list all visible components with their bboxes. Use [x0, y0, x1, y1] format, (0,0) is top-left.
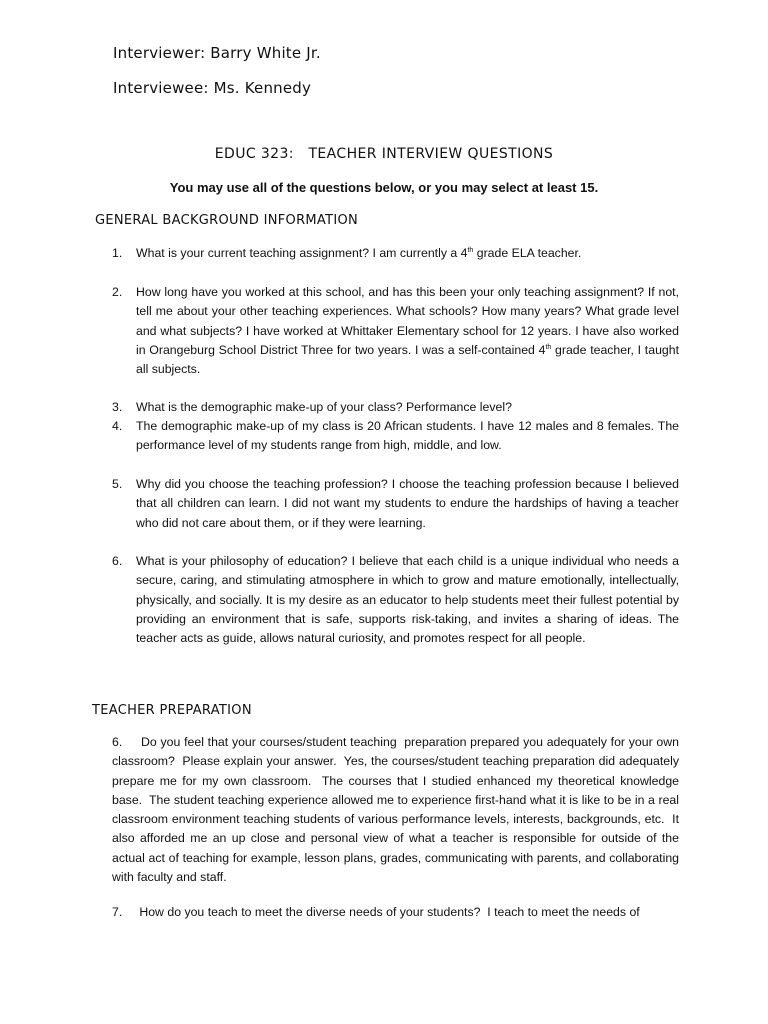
prep-question-6: 6. Do you feel that your courses/student teaching preparation prepared you adequately for your own classroom? Please explain your answer. Yes, the courses/student teaching preparation did adequately prepare me for my own classroom. The courses that I studied enhanced my theoretical knowledge base. The student teaching experience allowed me to experience first-hand what it is like to be in a real classroom environment teaching students of various performance levels, interests, backgrounds, etc. It also afforded me an up close and personal view of what a teacher is responsible for outside of the actual act of teaching for example, lesson plans, grades, communicating with parents, and collaborating with faculty and staff.	[112, 735, 683, 885]
question-number: 6.	[112, 554, 123, 568]
interviewee-line: Interviewee: Ms. Kennedy	[113, 79, 312, 97]
question-text: Why did you choose the teaching profession? I choose the teaching profession because I believed that all children can learn. I did not want my students to endure the hardships of having a teacher who did not care about them, or if they were learning.	[136, 477, 679, 530]
prep-question-7: 7. How do you teach to meet the diverse needs of your students? I teach to meet the needs of	[112, 905, 640, 919]
question-text: What is the demographic make-up of your class? Performance level?	[136, 400, 512, 414]
question-text: The demographic make-up of my class is 20 African students. I have 12 males and 8 females. The performance level of my students range from high, middle, and low.	[136, 419, 679, 453]
section-heading-general: GENERAL BACKGROUND INFORMATION	[95, 213, 359, 228]
question-5	[112, 475, 679, 533]
question-number: 4.	[112, 419, 123, 433]
question-number: 5.	[112, 477, 123, 491]
interviewer-line: Interviewer: Barry White Jr.	[113, 44, 321, 62]
question-text: How long have you worked at this school, and has this been your only teaching assignment? If not, tell me about your other teaching experiences. What schools? How many years? What grade level and what subjects? I have worked at Whittaker Elementary school for 12 years. I have also worked in Orangeburg School District Three for two years. I was a self-contained 4th grade teacher, I taught all subjects.	[136, 285, 679, 377]
question-number: 3.	[112, 400, 123, 414]
question-number: 2.	[112, 285, 123, 299]
question-text: What is your current teaching assignment? I am currently a 4th grade ELA teacher.	[136, 246, 582, 260]
document-title: EDUC 323: TEACHER INTERVIEW QUESTIONS	[214, 146, 554, 162]
question-4	[112, 417, 679, 456]
section-heading-preparation: TEACHER PREPARATION	[92, 703, 252, 718]
question-text: What is your philosophy of education? I believe that each child is a unique individual who needs a secure, caring, and stimulating atmosphere in which to grow and mature emotionally, intellectually, physically, and socially. It is my desire as an educator to help students meet their fullest potential by providing an environment that is safe, supports risk-taking, and invites a sharing of ideas. The teacher acts as guide, allows natural curiosity, and promotes respect for all people.	[136, 554, 679, 646]
question-1	[112, 244, 679, 263]
question-2	[112, 283, 679, 379]
question-6	[112, 552, 679, 648]
question-number: 1.	[112, 246, 123, 260]
question-3	[112, 398, 679, 417]
instructions-subtitle: You may use all of the questions below, or you may select at least 15.	[169, 180, 599, 195]
